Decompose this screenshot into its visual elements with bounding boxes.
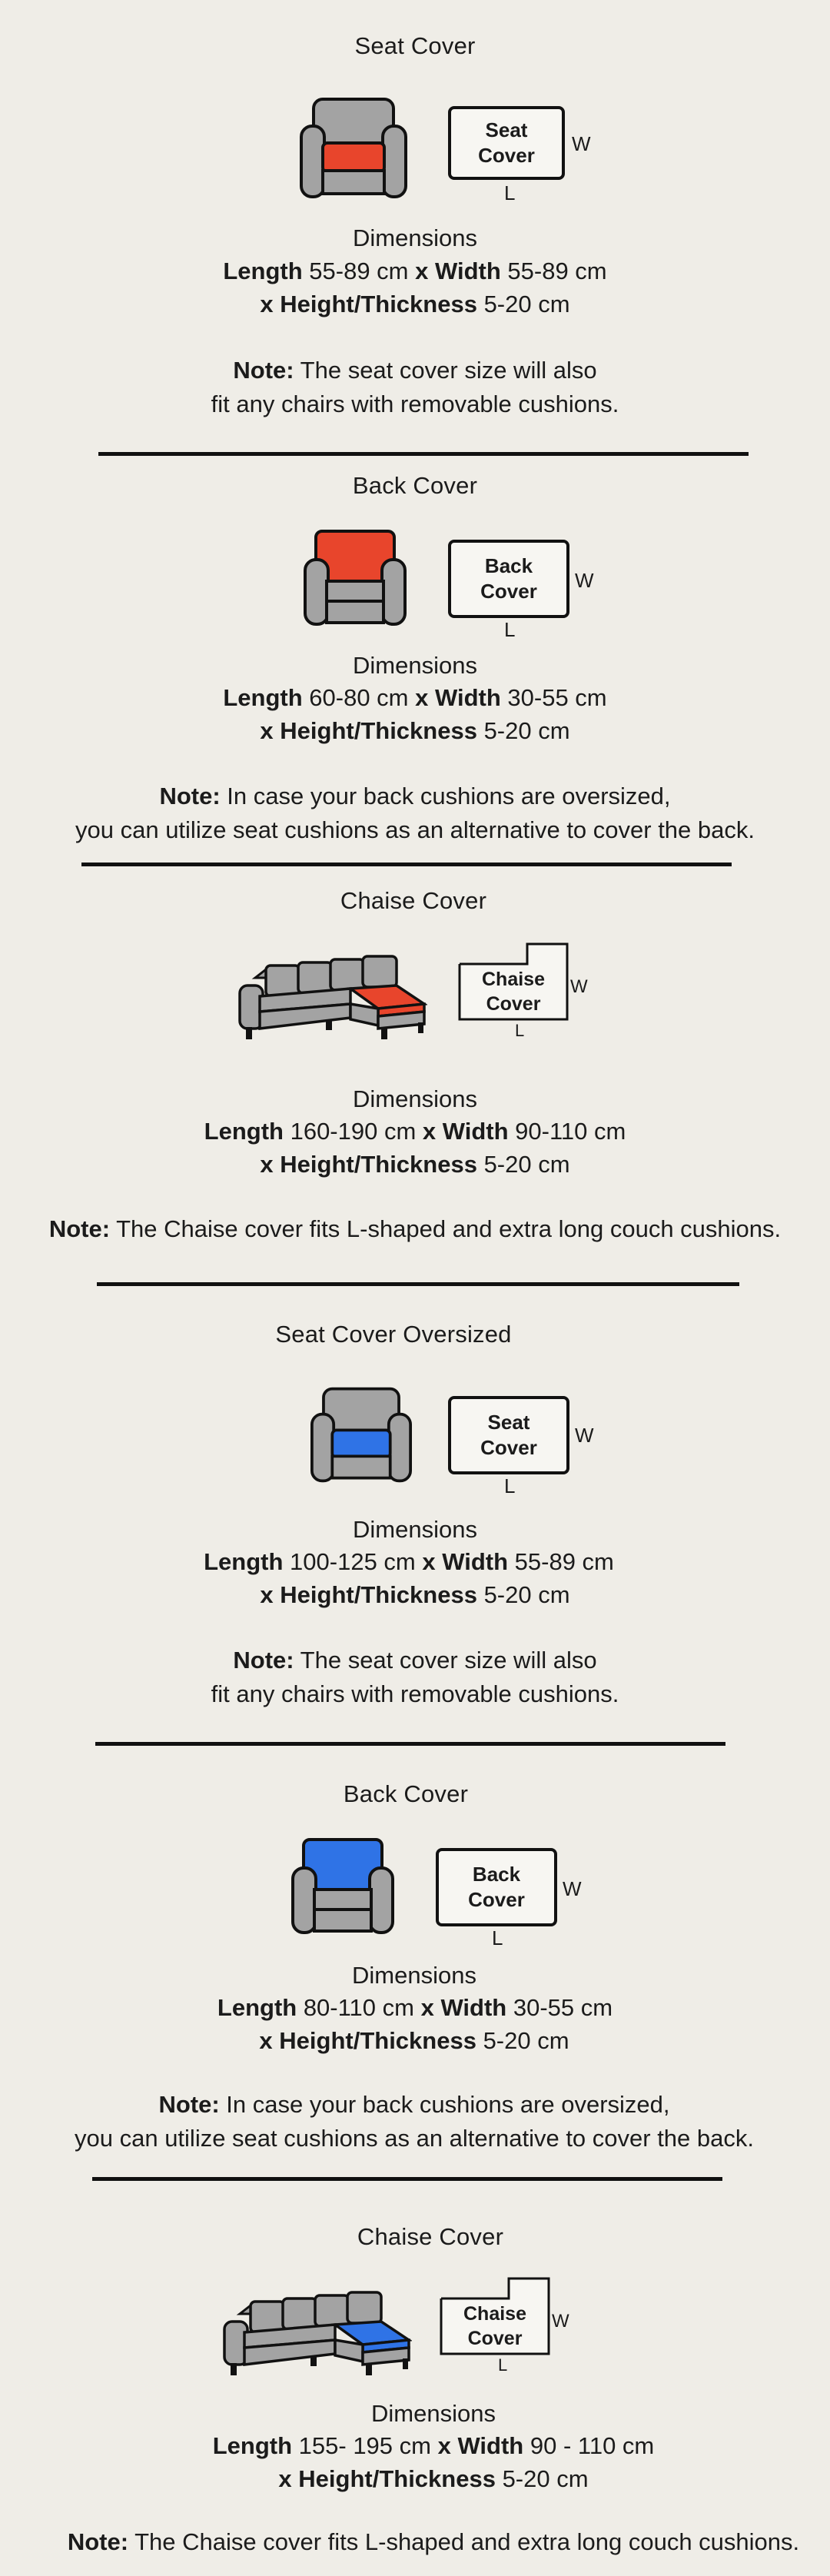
- width-label: W: [572, 132, 591, 155]
- dimension-line-1: [0, 258, 830, 285]
- note-text: In case your back cushions are oversized,: [220, 783, 671, 809]
- note-text: The seat cover size will also: [294, 1647, 597, 1674]
- section-back-cover-2: [0, 1748, 830, 2175]
- section-back-cover: [0, 461, 830, 861]
- box-label: Cover: [480, 1436, 537, 1459]
- dimension-line-2: [0, 717, 830, 745]
- dimension-line-1: [0, 1118, 830, 1145]
- length-value: 100-125 cm: [283, 1548, 423, 1575]
- width-label: W: [563, 1877, 582, 1900]
- note-key: Note:: [48, 1215, 111, 1242]
- length-value: 160-190 cm: [283, 1118, 423, 1145]
- length-key: Length: [217, 1994, 297, 2021]
- length-label: L: [515, 1021, 525, 1040]
- dimensions-heading: Dimensions: [353, 1085, 477, 1112]
- height-value: 5-20 cm: [476, 291, 570, 317]
- width-value: 30-55 cm: [500, 684, 607, 711]
- section-title: Back Cover: [343, 1780, 469, 1807]
- width-value: 30-55 cm: [506, 1994, 613, 2021]
- section-title: Seat Cover: [354, 32, 476, 59]
- section-divider: [81, 863, 732, 866]
- box-label: Cover: [467, 2328, 523, 2349]
- height-value: 5-20 cm: [476, 717, 570, 744]
- note-key: Note:: [67, 2528, 129, 2555]
- section-chaise-cover: [0, 872, 830, 1279]
- section-divider: [92, 2177, 722, 2181]
- note: [0, 354, 830, 421]
- box-label: Cover: [486, 993, 541, 1015]
- armchair-seat-blue-icon: [310, 1385, 412, 1485]
- height-value: 5-20 cm: [476, 1581, 570, 1608]
- dimension-line-1: [0, 1994, 830, 2022]
- note: [0, 2088, 829, 2156]
- dimension-box: [448, 106, 565, 180]
- note-text: fit any chairs with removable cushions.: [211, 391, 619, 417]
- section-title: Chaise Cover: [357, 2223, 504, 2250]
- note-text: In case your back cushions are oversized,: [219, 2091, 670, 2118]
- dimension-line-1: [0, 1548, 824, 1576]
- note-key: Note:: [159, 783, 221, 809]
- section-seat-cover-oversized: [0, 1288, 830, 1742]
- width-key: x Width: [422, 1548, 509, 1575]
- sectional-sofa-chaise-blue-icon: [220, 2291, 412, 2382]
- box-label: Seat: [487, 1411, 530, 1434]
- length-label: L: [504, 618, 516, 641]
- box-label: Chaise: [463, 2303, 526, 2325]
- height-key: x Height/Thickness: [260, 291, 477, 317]
- box-label: Cover: [480, 580, 537, 603]
- dimension-line-1: [18, 2432, 830, 2460]
- note-text: The seat cover size will also: [294, 357, 597, 384]
- width-value: 90-110 cm: [508, 1118, 626, 1145]
- height-key: x Height/Thickness: [260, 717, 477, 744]
- length-value: 80-110 cm: [297, 1994, 421, 2021]
- note: [0, 779, 830, 847]
- dimensions-heading: Dimensions: [353, 224, 477, 251]
- section-title: Seat Cover Oversized: [275, 1321, 512, 1348]
- dimension-line-2: [0, 2027, 829, 2055]
- note-text: The Chaise cover fits L-shaped and extra long couch cushions.: [110, 1215, 782, 1242]
- length-key: Length: [223, 684, 303, 711]
- armchair-back-red-icon: [304, 529, 407, 627]
- length-key: Length: [204, 1548, 284, 1575]
- width-key: x Width: [420, 1994, 507, 2021]
- height-key: x Height/Thickness: [260, 1581, 477, 1608]
- note: [0, 1212, 830, 1246]
- width-value: 90 - 110 cm: [523, 2432, 655, 2459]
- dimension-box: [436, 1848, 557, 1926]
- width-label: W: [575, 569, 594, 592]
- note-key: Note:: [233, 1647, 294, 1674]
- length-label: L: [504, 181, 516, 204]
- section-seat-cover: [0, 0, 830, 454]
- width-label: W: [570, 976, 588, 997]
- box-label: Seat: [485, 118, 528, 141]
- box-label: Back: [472, 1863, 521, 1886]
- height-value: 5-20 cm: [476, 2027, 569, 2054]
- width-key: x Width: [437, 2432, 524, 2459]
- length-label: L: [504, 1474, 516, 1497]
- sectional-sofa-chaise-red-icon: [235, 955, 427, 1045]
- length-value: 55-89 cm: [302, 258, 416, 284]
- dimension-line-2: [0, 1581, 830, 1609]
- dimension-box: [448, 540, 569, 618]
- note-text: you can utilize seat cushions as an alternative to cover the back.: [75, 816, 755, 843]
- note-key: Note:: [158, 2091, 220, 2118]
- armchair-seat-red-icon: [300, 97, 407, 200]
- dimension-line-1: [0, 684, 830, 712]
- section-divider: [98, 452, 749, 456]
- width-value: 55-89 cm: [508, 1548, 614, 1575]
- length-label: L: [498, 2355, 508, 2375]
- length-value: 60-80 cm: [302, 684, 416, 711]
- dimension-box: [460, 964, 567, 1019]
- box-label: Chaise: [482, 969, 545, 990]
- height-value: 5-20 cm: [476, 1151, 570, 1178]
- width-key: x Width: [422, 1118, 509, 1145]
- box-label: Cover: [478, 144, 535, 167]
- note-text: The Chaise cover fits L-shaped and extra long couch cushions.: [128, 2528, 800, 2555]
- dimensions-heading: Dimensions: [353, 652, 477, 679]
- length-value: 155- 195 cm: [292, 2432, 438, 2459]
- box-label: Cover: [468, 1888, 525, 1911]
- width-key: x Width: [415, 258, 501, 284]
- dimension-box: [448, 1396, 569, 1474]
- height-value: 5-20 cm: [495, 2465, 589, 2492]
- width-label: W: [552, 2311, 569, 2332]
- height-key: x Height/Thickness: [278, 2465, 496, 2492]
- note-text: you can utilize seat cushions as an alternative to cover the back.: [75, 2125, 754, 2152]
- section-divider: [97, 1282, 739, 1286]
- section-chaise-cover-2: [0, 2183, 830, 2576]
- dimension-line-2: [18, 2465, 830, 2493]
- length-key: Length: [212, 2432, 293, 2459]
- section-divider: [95, 1742, 725, 1746]
- dimensions-heading: Dimensions: [353, 1516, 477, 1543]
- height-key: x Height/Thickness: [260, 1151, 477, 1178]
- dimensions-heading: Dimensions: [352, 1962, 476, 1989]
- length-key: Length: [223, 258, 303, 284]
- width-key: x Width: [415, 684, 501, 711]
- dimension-line-2: [0, 291, 830, 318]
- length-key: Length: [204, 1118, 284, 1145]
- note-key: Note:: [233, 357, 294, 384]
- dimension-line-2: [0, 1151, 830, 1178]
- height-key: x Height/Thickness: [259, 2027, 476, 2054]
- dimension-box: [441, 2298, 549, 2354]
- note: [18, 2525, 830, 2559]
- box-label: Back: [484, 554, 533, 577]
- armchair-back-blue-icon: [291, 1837, 394, 1936]
- dimensions-heading: Dimensions: [371, 2400, 496, 2427]
- width-label: W: [575, 1424, 594, 1447]
- length-label: L: [492, 1926, 503, 1949]
- width-value: 55-89 cm: [500, 258, 607, 284]
- section-title: Back Cover: [352, 472, 478, 499]
- note: [0, 1644, 830, 1711]
- note-text: fit any chairs with removable cushions.: [211, 1680, 619, 1707]
- section-title: Chaise Cover: [340, 887, 487, 914]
